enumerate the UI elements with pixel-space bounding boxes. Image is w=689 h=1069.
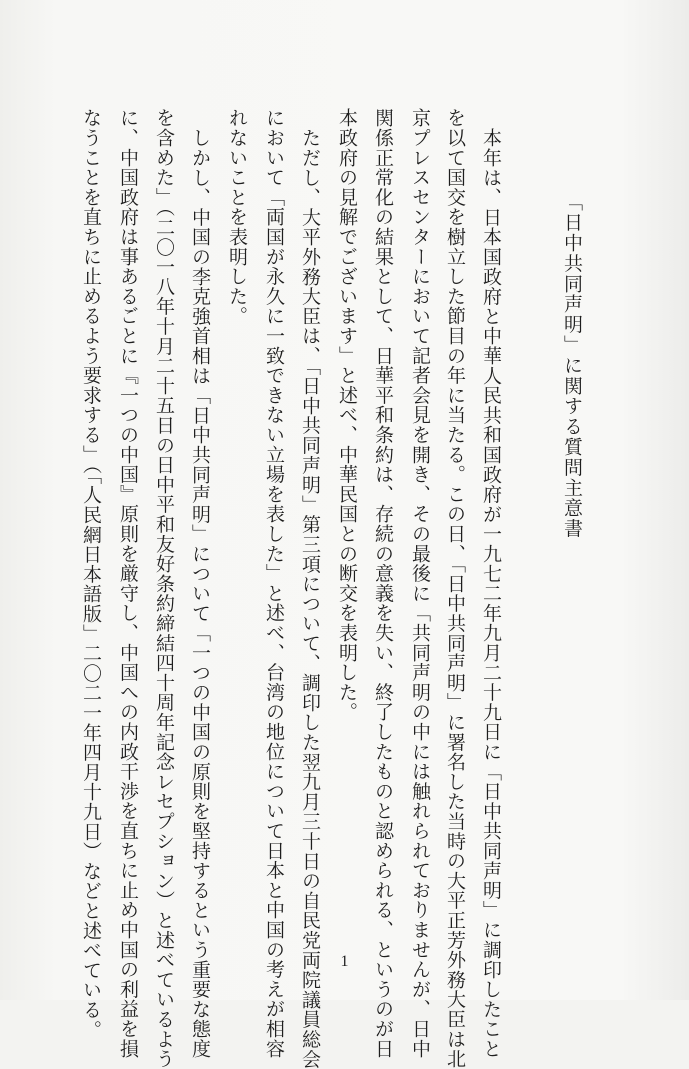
text-column-5: 本政府の見解でございます」と述べ、中華民国との断交を表明した。 <box>336 108 358 722</box>
text-column-2: を以て国交を樹立した節目の年に当たる。この日、「日中共同声明」に署名した当時の大平正芳外務大臣は北 <box>444 108 466 1069</box>
page-number: 1 <box>340 953 349 970</box>
text-column-1: 本年は、日本国政府と中華人民共和国政府が一九七二年九月二十九日に「日中共同声明」に調印したこと <box>480 128 502 1059</box>
text-column-11: に、中国政府は事あるごとに『一つの中国』原則を厳守し、中国への内政干渉を直ちに止め中国の利益を損 <box>117 108 139 1059</box>
text-column-9: しかし、中国の李克強首相は「日中共同声明」について「一つの中国の原則を堅持するという重要な態度 <box>189 128 211 1059</box>
text-column-12: なうことを直ちに止めるよう要求する」（「人民網日本語版」二〇二一年四月十九日）などと述べている。 <box>80 108 102 1040</box>
text-column-8: れないことを表明した。 <box>226 108 248 326</box>
text-column-7: において「両国が永久に一致できない立場を表した」と述べ、台湾の地位について日本と中国の考えが相容 <box>263 108 285 1059</box>
document-title: 「日中共同声明」に関する質問主意書 <box>561 192 583 539</box>
text-column-6: ただし、大平外務大臣は、「日中共同声明」第三項について、調印した翌九月三十日の自民党両院議員総会 <box>299 128 321 1069</box>
text-column-4: 関係正常化の結果として、日華平和条約は、存続の意義を失い、終了したものと認められる、というのが日 <box>372 108 394 1059</box>
text-column-10: を含めた」（二〇一八年十月二十五日の日中平和友好条約締結四十周年記念レセプション）と述べているよう <box>153 108 175 1069</box>
text-column-3: 京プレスセンターにおいて記者会見を開き、その最後に「共同声明の中には触れられておりませんが、日中 <box>409 108 431 1059</box>
